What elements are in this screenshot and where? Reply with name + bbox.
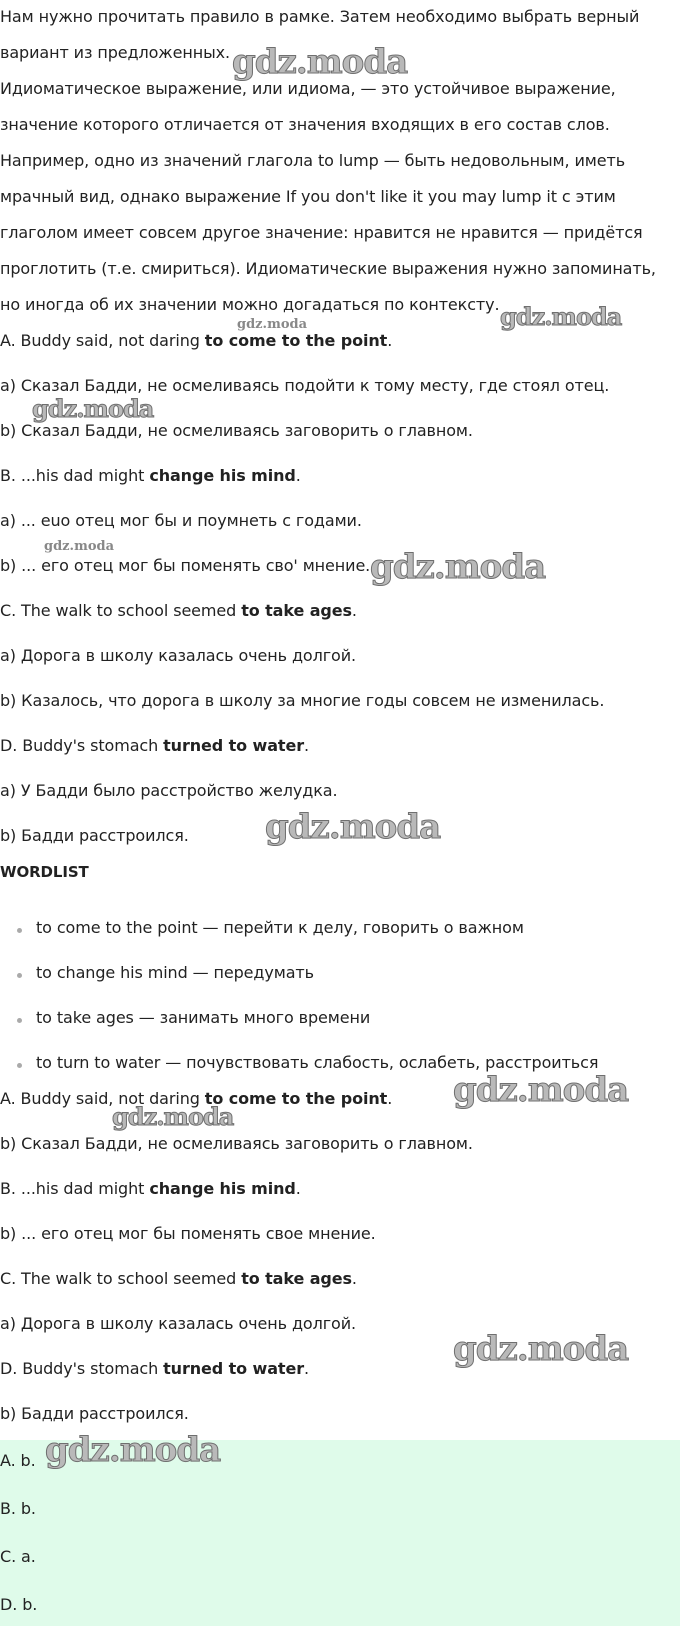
intro-line: проглотить (т.е. смириться). Идиоматические выражения нужно запоминать, bbox=[0, 259, 656, 278]
watermark: gdz.moda bbox=[112, 1102, 234, 1131]
intro-line: мрачный вид, однако выражение If you don't like it you may lump it с этим bbox=[0, 187, 616, 206]
option-b-b: b) ... его отец мог бы поменять сво' мнение. bbox=[0, 556, 371, 575]
intro-line: значение которого отличается от значения входящих в его состав слов. bbox=[0, 115, 610, 134]
option-c-a: a) Дорога в школу казалась очень долгой. bbox=[0, 646, 357, 665]
wordlist-item: to turn to water — почувствовать слабость, ослабеть, расстроиться bbox=[36, 1053, 599, 1072]
watermark: gdz.moda bbox=[453, 1329, 629, 1369]
bullet-icon bbox=[17, 1018, 22, 1023]
bullet-icon bbox=[17, 1063, 22, 1068]
intro-line: Идиоматическое выражение, или идиома, — это устойчивое выражение, bbox=[0, 79, 616, 98]
answer-d: D. b. bbox=[0, 1595, 38, 1614]
question-c: C. The walk to school seemed to take ages. bbox=[0, 601, 357, 620]
recap-answer-a: b) Сказал Бадди, не осмеливаясь заговорить о главном. bbox=[0, 1134, 473, 1153]
watermark: gdz.moda bbox=[265, 807, 441, 847]
question-a: A. Buddy said, not daring to come to the point. bbox=[0, 331, 393, 350]
watermark: gdz.moda bbox=[32, 394, 154, 423]
option-a-a: a) Сказал Бадди, не осмеливаясь подойти к тому месту, где стоял отец. bbox=[0, 376, 610, 395]
recap-question-b: B. ...his dad might change his mind. bbox=[0, 1179, 301, 1198]
recap-question-c: C. The walk to school seemed to take ages. bbox=[0, 1269, 357, 1288]
bullet-icon bbox=[17, 928, 22, 933]
wordlist-item: to take ages — занимать много времени bbox=[36, 1008, 371, 1027]
wordlist-item: to come to the point — перейти к делу, говорить о важном bbox=[36, 918, 524, 937]
recap-answer-b: b) ... его отец мог бы поменять свое мнение. bbox=[0, 1224, 376, 1243]
bullet-icon bbox=[17, 973, 22, 978]
recap-answer-c: a) Дорога в школу казалась очень долгой. bbox=[0, 1314, 357, 1333]
answer-c: C. a. bbox=[0, 1547, 36, 1566]
option-b-a: a) ... euo отец мог бы и поумнеть с годами. bbox=[0, 511, 362, 530]
recap-answer-d: b) Бадди расстроился. bbox=[0, 1404, 189, 1423]
watermark: gdz.moda bbox=[453, 1070, 629, 1110]
question-b: B. ...his dad might change his mind. bbox=[0, 466, 301, 485]
recap-question-a: A. Buddy said, not daring to come to the point. bbox=[0, 1089, 393, 1108]
watermark: gdz.moda bbox=[500, 302, 622, 331]
intro-line: но иногда об их значении можно догадаться по контексту. bbox=[0, 295, 500, 314]
watermark: gdz.moda bbox=[232, 42, 408, 82]
watermark: gdz.moda bbox=[44, 539, 115, 554]
intro-line: вариант из предложенных. bbox=[0, 43, 230, 62]
watermark: gdz.moda bbox=[237, 317, 308, 332]
watermark: gdz.moda bbox=[45, 1430, 221, 1470]
option-d-a: a) У Бадди было расстройство желудка. bbox=[0, 781, 338, 800]
answer-a: A. b. bbox=[0, 1451, 36, 1470]
wordlist-title: WORDLIST bbox=[0, 863, 89, 881]
watermark: gdz.moda bbox=[370, 547, 546, 587]
answer-b: B. b. bbox=[0, 1499, 36, 1518]
recap-question-d: D. Buddy's stomach turned to water. bbox=[0, 1359, 310, 1378]
option-d-b: b) Бадди расстроился. bbox=[0, 826, 189, 845]
intro-line: глаголом имеет совсем другое значение: нравится не нравится — придётся bbox=[0, 223, 643, 242]
option-c-b: b) Казалось, что дорога в школу за многие годы совсем не изменилась. bbox=[0, 691, 605, 710]
intro-line: Например, одно из значений глагола to lump — быть недовольным, иметь bbox=[0, 151, 626, 170]
intro-line: Нам нужно прочитать правило в рамке. Затем необходимо выбрать верный bbox=[0, 7, 640, 26]
wordlist-item: to change his mind — передумать bbox=[36, 963, 314, 982]
question-d: D. Buddy's stomach turned to water. bbox=[0, 736, 310, 755]
option-a-b: b) Сказал Бадди, не осмеливаясь заговорить о главном. bbox=[0, 421, 473, 440]
